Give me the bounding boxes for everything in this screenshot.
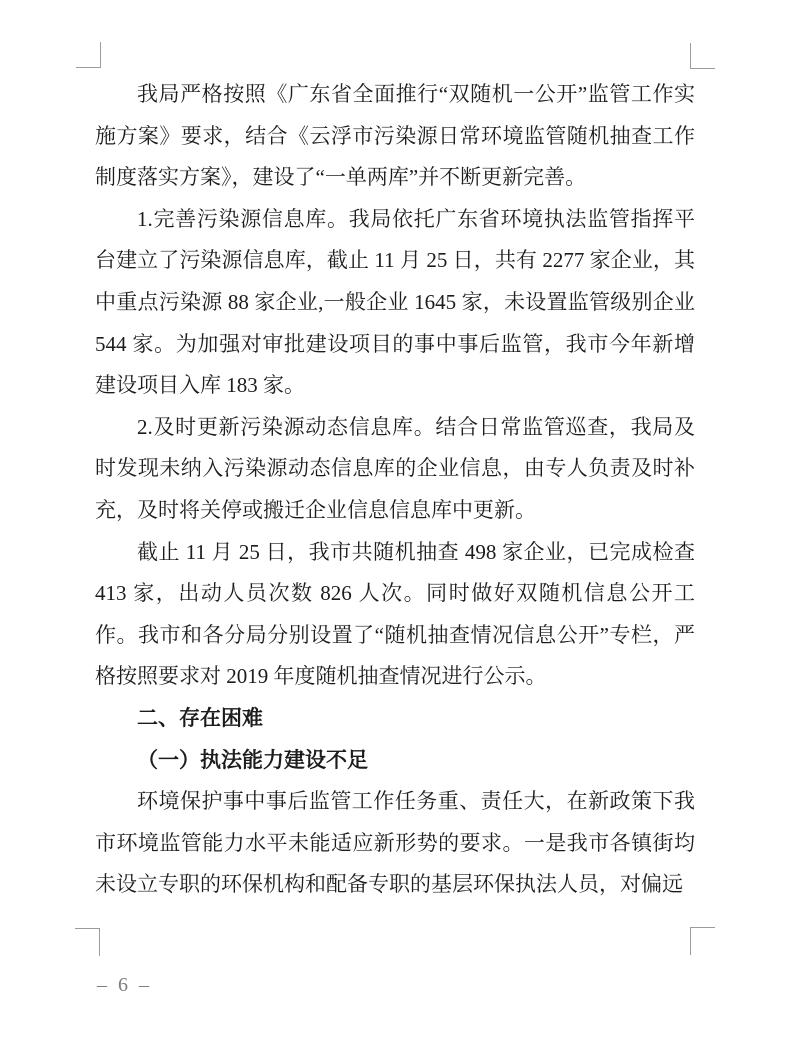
paragraph-enforcement-capacity-issues: 环境保护事中事后监管工作任务重、责任大，在新政策下我市环境监管能力水平未能适应新形势的要求。一是我市各镇街均未设立专职的环保机构和配备专职的基层环保执法人员，对偏远 [95,789,695,897]
section-heading-difficulties: 二、存在困难 [137,705,263,730]
corner-mark-top-right-icon [690,43,715,69]
page-number: – 6 – [97,974,152,996]
corner-mark-bottom-right-icon [690,927,715,955]
paragraph-random-inspection-stats: 截止 11 月 25 日，我市共随机抽查 498 家企业，已完成检查 413 家，出动人员次数 826 人次。同时做好双随机信息公开工作。我市和各分局分别设置了“随机抽查情况信息公开”专栏，严格按照要求对 2019 年度随机抽查情况进行公示。 [95,539,695,689]
corner-mark-bottom-left-icon [75,928,100,956]
document-body [95,74,695,906]
paragraph-dynamic-database-update: 2.及时更新污染源动态信息库。结合日常监管巡查，我局及时发现未纳入污染源动态信息库的企业信息，由专人负责及时补充，及时将关停或搬迁企业信息信息库中更新。 [95,414,695,522]
subsection-heading-enforcement-capacity: （一）执法能力建设不足 [137,747,368,772]
paragraph-intro: 我局严格按照《广东省全面推行“双随机一公开”监管工作实施方案》要求，结合《云浮市污染源日常环境监管随机抽查工作制度落实方案》，建设了“一单两库”并不断更新完善。 [95,82,695,190]
corner-mark-top-left-icon [76,42,101,68]
paragraph-pollution-source-database: 1.完善污染源信息库。我局依托广东省环境执法监管指挥平台建立了污染源信息库，截止 11 月 25 日，共有 2277 家企业，其中重点污染源 88 家企业,一般企业 1645 家，未设置监管级别企业 544 家。为加强对审批建设项目的事中事后监管，我市今年新增建设项目入库 183 家。 [95,206,695,398]
